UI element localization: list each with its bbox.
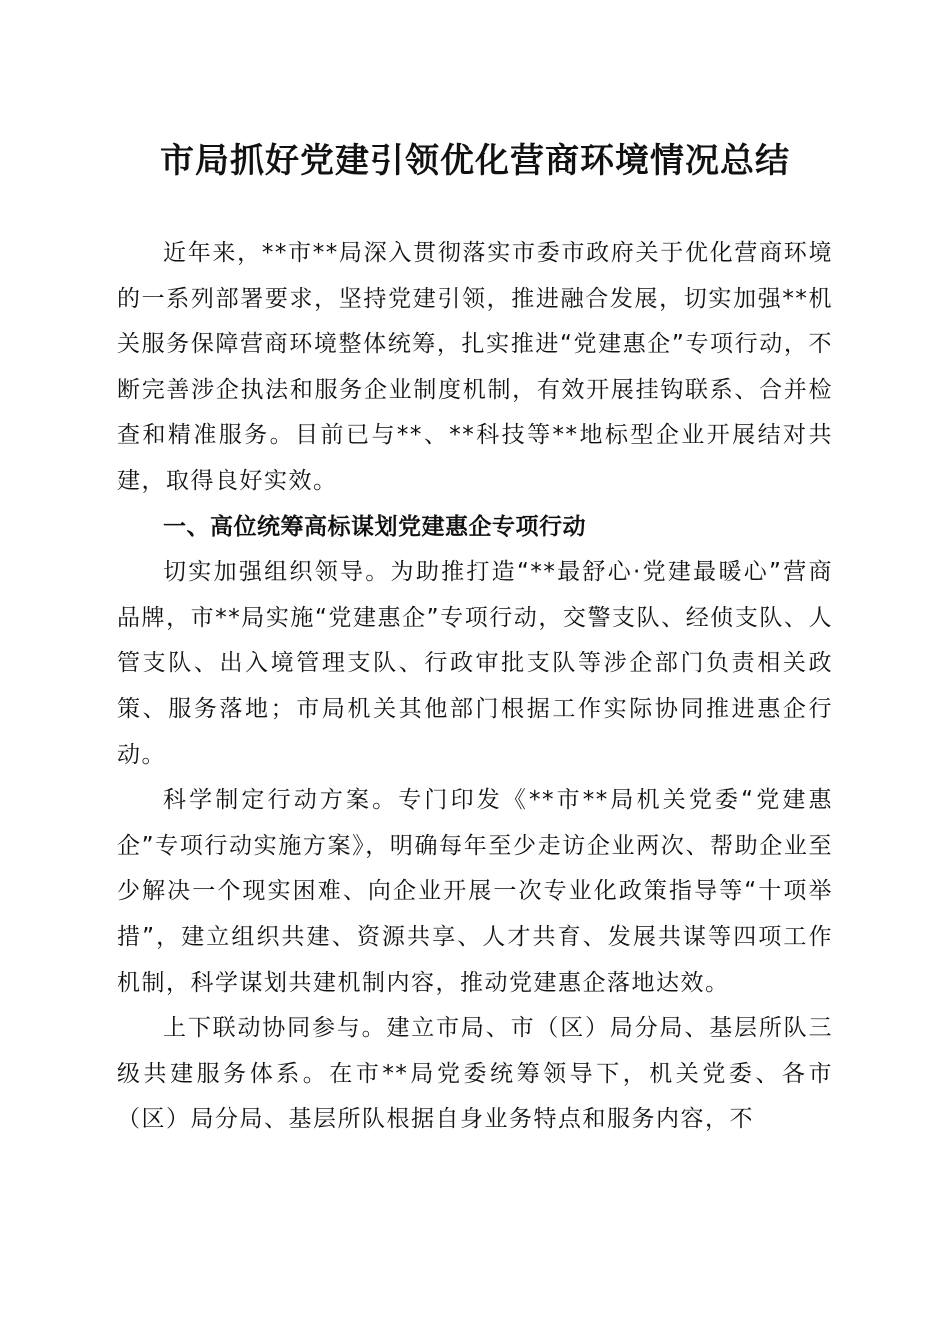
section-paragraph: 切实加强组织领导。为助推打造“**最舒心·党建最暖心”营商品牌，市**局实施“党建惠企”专项行动，交警支队、经侦支队、人管支队、出入境管理支队、行政审批支队等涉企部门负责相关政策、服务落地；市局机关其他部门根据工作实际协同推进惠企行动。: [117, 559, 833, 768]
intro-paragraph: 近年来，**市**局深入贯彻落实市委市政府关于优化营商环境的一系列部署要求，坚持党建引领，推进融合发展，切实加强**机关服务保障营商环境整体统筹，扎实推进“党建惠企”专项行动，不断完善涉企执法和服务企业制度机制，有效开展挂钩联系、合并检查和精准服务。目前已与**、**科技等**地标型企业开展结对共建，取得良好实效。: [117, 240, 833, 494]
section-paragraph: 上下联动协同参与。建立市局、市（区）局分局、基层所队三级共建服务体系。在市**局党委统筹领导下，机关党委、各市（区）局分局、基层所队根据自身业务特点和服务内容，不: [117, 1015, 833, 1133]
document-body: [117, 231, 833, 1143]
section-heading: 一、高位统筹高标谋划党建惠企专项行动: [163, 513, 586, 540]
section-paragraph: 科学制定行动方案。专门印发《**市**局机关党委“党建惠企”专项行动实施方案》，明确每年至少走访企业两次、帮助企业至少解决一个现实困难、向企业开展一次专业化政策指导等“十项举措”，建立组织共建、资源共享、人才共育、发展共谋等四项工作机制，科学谋划共建机制内容，推动党建惠企落地达效。: [117, 787, 833, 996]
document-title: 市局抓好党建引领优化营商环境情况总结: [160, 141, 790, 181]
